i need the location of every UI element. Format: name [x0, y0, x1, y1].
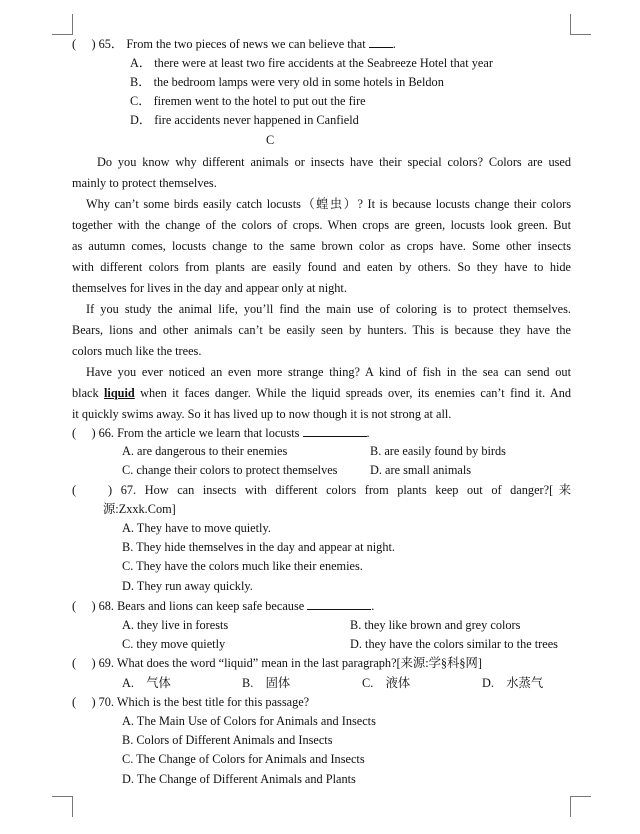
passage-line: themselves for lives in the day and appear only at night. [72, 281, 347, 295]
passage-line: as autumn comes, locusts change to the same brown color as crops have. Some other insects [72, 239, 571, 253]
question-number: ( ) 68. [72, 599, 115, 613]
passage-text: Why can’t some birds easily catch locusts（蝗虫）? It is because locusts change their colors [86, 197, 571, 211]
option-c: C． firemen went to the hotel to put out the fire [130, 94, 366, 108]
answer-blank [303, 425, 367, 437]
passage-line: Do you know why different animals or insects have their special colors? Colors are used [97, 155, 571, 169]
option-a: A. are dangerous to their enemies [122, 444, 288, 458]
page-corner-mark-bottom-left [52, 796, 73, 817]
question-text: From the article we learn that locusts [117, 426, 300, 440]
punctuation: . [366, 426, 370, 440]
option-c: C. they move quietly [122, 637, 226, 651]
option-d: D. The Change of Different Animals and Plants [122, 772, 356, 786]
option-a: A． there were at least two fire accidents at the Seabreeze Hotel that year [130, 56, 493, 70]
passage-line: mainly to protect themselves. [72, 176, 217, 190]
page-corner-mark-top-right [570, 14, 591, 35]
option-c: C. They have the colors much like their enemies. [122, 559, 363, 573]
question-number: ( ) 70. [72, 695, 115, 709]
option-d: D. they have the colors similar to the trees [350, 637, 558, 651]
passage-text: black [72, 386, 99, 400]
option-a: A. They have to move quietly. [122, 521, 271, 535]
option-b: B. they like brown and grey colors [350, 618, 521, 632]
question-number: ( ) 66. [72, 426, 115, 440]
question-69-stem [72, 655, 482, 671]
question-66-stem [72, 425, 370, 441]
option-c: C. change their colors to protect themselves [122, 463, 338, 477]
passage-line: Bears, lions and other animals can’t be easily seen by hunters. This is because they have the [72, 323, 571, 337]
option-a: A. The Main Use of Colors for Animals and Insects [122, 714, 376, 728]
question-68-stem [72, 598, 374, 614]
option-b: B. 固体 [242, 676, 291, 690]
question-67-stem-continued: 源:Zxxk.Com] [103, 502, 176, 516]
answer-blank [307, 598, 371, 610]
passage-line: colors much like the trees. [72, 344, 202, 358]
question-text: What does the word “liquid” mean in the last paragraph?[来源:学§科§网] [116, 656, 482, 670]
question-text: Bears and lions can keep safe because [117, 599, 305, 613]
option-d: D. are small animals [370, 463, 472, 477]
option-d: D． fire accidents never happened in Canfield [130, 113, 359, 127]
option-b: B. They hide themselves in the day and appear at night. [122, 540, 395, 554]
option-d: D. 水蒸气 [482, 676, 544, 690]
punctuation: . [392, 37, 396, 51]
option-b: B． the bedroom lamps were very old in some hotels in Beldon [130, 75, 444, 89]
option-a: A. 气体 [122, 676, 171, 690]
passage-line: together with the change of the colors of crops. When crops are green, locusts look green. But [72, 218, 571, 232]
question-67-stem [72, 482, 571, 498]
answer-blank [369, 36, 393, 48]
option-a: A. they live in forests [122, 618, 229, 632]
page-corner-mark-top-left [52, 14, 73, 35]
option-d: D. They run away quickly. [122, 579, 253, 593]
question-text: Which is the best title for this passage? [116, 695, 310, 709]
passage-line [72, 385, 571, 401]
option-b: B. are easily found by birds [370, 444, 506, 458]
question-number: ( ) 67. [72, 483, 137, 497]
passage-line: If you study the animal life, you’ll find the main use of coloring is to protect themselves. [86, 302, 571, 316]
passage-line: it quickly swims away. So it has lived up to now though it is not strong at all. [72, 407, 452, 421]
passage-text: when it faces danger. While the liquid spreads over, its enemies can’t find it. And [140, 386, 571, 400]
question-number: ( ) 69. [72, 656, 115, 670]
passage-line: with different colors from plants are easily found and eaten by others. So they have to hide [72, 260, 571, 274]
keyword-liquid: liquid [104, 386, 135, 400]
option-b: B. Colors of Different Animals and Insects [122, 733, 333, 747]
section-letter: C [266, 133, 275, 147]
question-65-stem [72, 36, 396, 52]
question-text: From the two pieces of news we can believe that [126, 37, 366, 51]
page-corner-mark-bottom-right [570, 796, 591, 817]
option-c: C. The Change of Colors for Animals and Insects [122, 752, 365, 766]
passage-line [86, 196, 571, 212]
question-70-stem [72, 694, 309, 710]
passage-line: Have you ever noticed an even more strange thing? A kind of fish in the sea can send out [86, 365, 571, 379]
option-c: C. 液体 [362, 676, 411, 690]
question-number: ( ) 65． [72, 37, 124, 51]
punctuation: . [371, 599, 375, 613]
question-text: How can insects with different colors from plants keep out of danger?[来 [144, 483, 571, 497]
